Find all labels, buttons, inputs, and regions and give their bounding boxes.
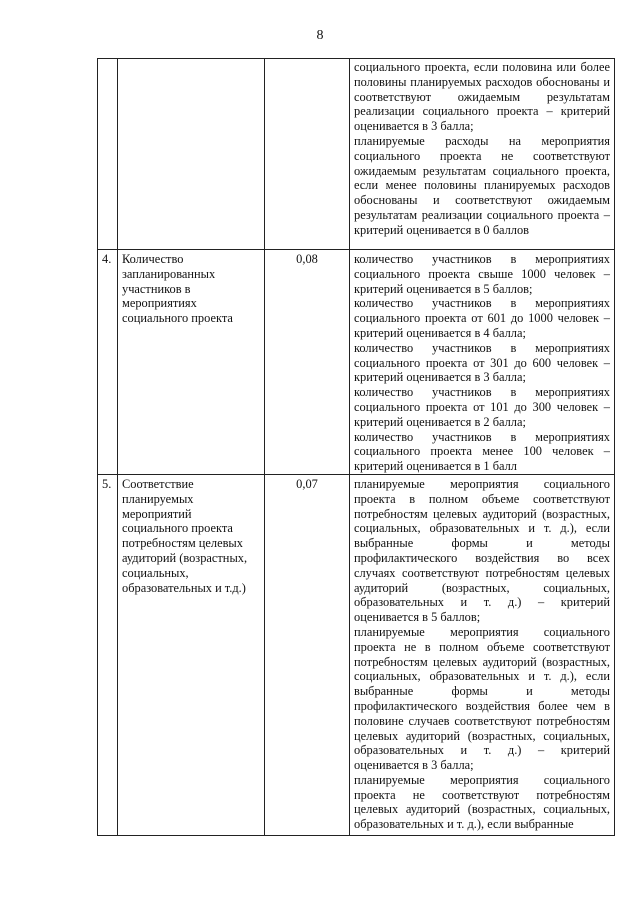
description-paragraph: планируемые мероприятия социального проекта не соответствуют потребностям целевых аудиторий (возрастных, социальных, образовательных и т. д.), если выбранные — [354, 772, 610, 832]
description-paragraph: планируемые мероприятия социального проекта в полном объеме соответствуют потребностям целевых аудиторий (возрастных, социальных, образовательных и т. д.), если выбранные формы и методы профилактического воздействия во всех случаях соответствуют потребностям целевых аудиторий (возрастных, социальных, образовательных и т. д.) – критерий оценивается в 5 баллов; — [354, 476, 610, 625]
criterion-description — [350, 59, 615, 250]
page-number: 8 — [316, 28, 324, 43]
table-row-continued — [98, 59, 615, 250]
criterion-weight: 0,07 — [265, 474, 350, 835]
criterion-name: Соответствие планируемых мероприятий социального проекта потребностям целевых аудиторий (возрастных, социальных, образовательных и т.д.) — [118, 474, 265, 835]
criterion-weight — [265, 59, 350, 250]
description-paragraph: количество участников в мероприятиях социального проекта от 601 до 1000 человек – критерий оценивается в 4 балла; — [354, 296, 610, 340]
table-row-4 — [98, 250, 615, 475]
table-row-5 — [98, 474, 615, 835]
criteria-table — [97, 58, 615, 836]
criterion-description — [350, 474, 615, 835]
criterion-weight: 0,08 — [265, 250, 350, 475]
description-paragraph: планируемые мероприятия социального проекта не в полном объеме соответствуют потребностям целевых аудиторий (возрастных, социальных, образовательных и т. д.), если выбранные формы и методы профилактического воздействия более чем в половине случаев соответствуют потребностям целевых аудиторий (возрастных, социальных, образовательных и т. д.) – критерий оценивается в 3 балла; — [354, 624, 610, 773]
description-paragraph: количество участников в мероприятиях социального проекта менее 100 человек – критерий оценивается в 1 балл — [354, 429, 610, 474]
description-paragraph: количество участников в мероприятиях социального проекта свыше 1000 человек – критерий оценивается в 5 баллов; — [354, 252, 610, 296]
description-paragraph: количество участников в мероприятиях социального проекта от 101 до 300 человек – критерий оценивается в 2 балла; — [354, 385, 610, 429]
description-paragraph: количество участников в мероприятиях социального проекта от 301 до 600 человек – критерий оценивается в 3 балла; — [354, 340, 610, 385]
criterion-name — [118, 59, 265, 250]
criterion-description — [350, 250, 615, 475]
row-number: 4. — [98, 250, 118, 475]
row-number: 5. — [98, 474, 118, 835]
criterion-name: Количество запланированных участников в мероприятиях социального проекта — [118, 250, 265, 475]
row-number — [98, 59, 118, 250]
description-paragraph: социального проекта, если половина или более половины планируемых расходов обоснованы и соответствуют ожидаемым результатам реализации социального проекта – критерий оценивается в 3 балла; — [354, 60, 610, 134]
description-paragraph: планируемые расходы на мероприятия социального проекта не соответствуют ожидаемым результатам социального проекта, если менее половины планируемых расходов обоснованы и соответствуют ожидаемым результатам реализации социального проекта – критерий оценивается в 0 баллов — [354, 133, 610, 237]
